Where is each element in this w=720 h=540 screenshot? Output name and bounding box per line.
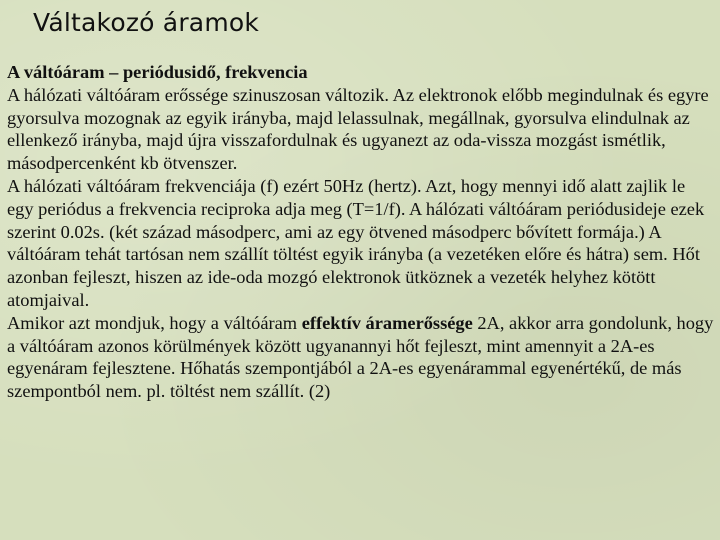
paragraph-effective-current <box>7 312 715 403</box>
effective-current-term: effektív áramerőssége <box>301 312 473 333</box>
paragraph-effective-current-start: Amikor azt mondjuk, hogy a váltóáram <box>7 312 302 333</box>
slide-title: Váltakozó áramok <box>33 8 260 37</box>
paragraph-sinusoidal-current: A hálózati váltóáram erőssége szinuszosan változik. Az elektronok előbb megindulnak és egyre gyorsulva mozognak az egyik irányba, majd lelassulnak, megállnak, gyorsulva elindulnak az ellenkező irányba, majd újra visszafordulnak és ugyanezt az oda-vissza mozgást ismétlik, másodpercenként kb ötvenszer. <box>7 84 709 174</box>
section-heading: A váltóáram – periódusidő, frekvencia <box>7 62 308 82</box>
paragraph-effective-current-end: 2A, akkor arra gondolunk, hogy a váltóáram azonos körülmények között ugyanannyi hőt fejleszt, mint amennyit a 2A-es egyenáram fejlesztene. Hőhatás szempontjából a 2A-es egyenárammal egyenértékű, de más szempontból nem. pl. töltést nem szállít. (2) <box>7 312 714 402</box>
slide-content <box>7 61 715 403</box>
paragraph-frequency-period: A hálózati váltóáram frekvenciája (f) ezért 50Hz (hertz). Azt, hogy mennyi idő alatt zajlik le egy periódus a frekvencia reciproka adja meg (T=1/f). A hálózati váltóáram periódusideje ezek szerint 0.02s. (két század másodperc, ami az egy ötvened másodperc bővített formája.) A váltóáram tehát tartósan nem szállít töltést egyik irányba (a vezetéken előre és hátra) sem. Hőt azonban fejleszt, hiszen az ide-oda mozgó elektronok ütköznek a vezeték helyhez kötött atomjaival. <box>7 175 705 310</box>
